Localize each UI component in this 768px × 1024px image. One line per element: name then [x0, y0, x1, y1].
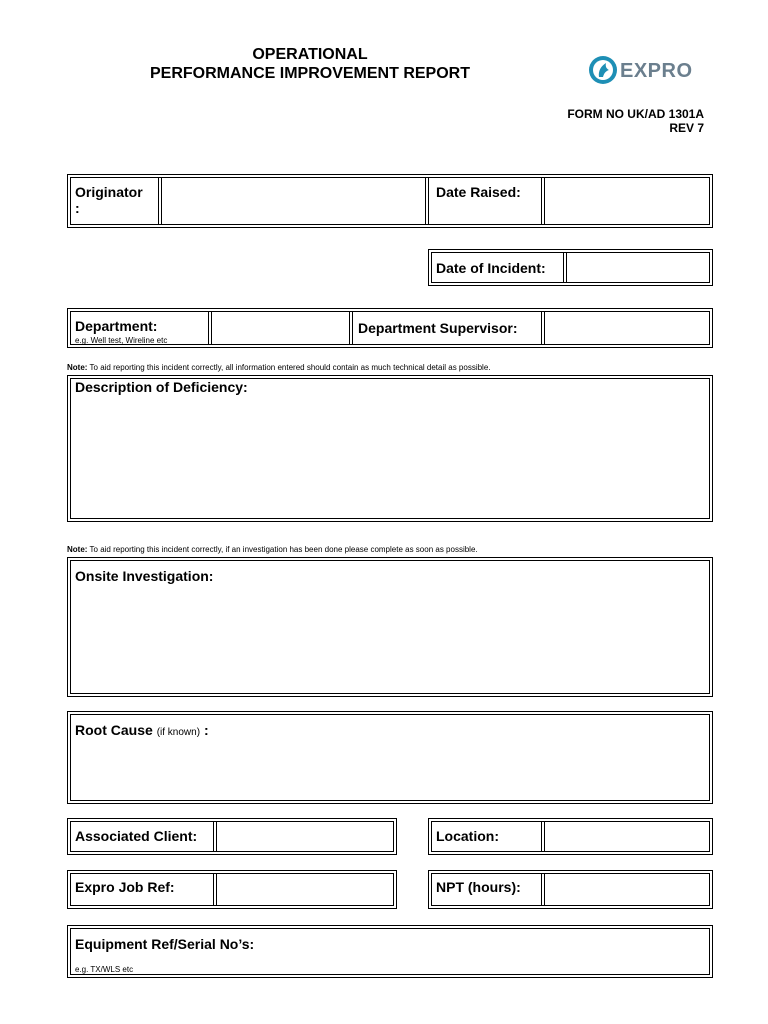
page-title — [110, 45, 510, 83]
title-line-2: PERFORMANCE IMPROVEMENT REPORT — [149, 65, 470, 82]
root-cause-label — [75, 722, 209, 741]
department-supervisor-field[interactable] — [546, 313, 706, 343]
note-2-text: To aid reporting this incident correctly, if an investigation has been done please complete as soon as possible. — [87, 545, 478, 554]
root-cause-field[interactable] — [72, 742, 708, 799]
associated-client-field[interactable] — [218, 823, 392, 851]
date-raised-label: Date Raised: — [436, 184, 521, 200]
form-no: FORM NO UK/AD 1301A — [567, 107, 704, 121]
originator-row — [67, 174, 713, 228]
originator-label: Originator — [75, 184, 143, 200]
root-cause-box — [67, 711, 713, 804]
originator-field[interactable] — [163, 179, 425, 223]
job-ref-field[interactable] — [218, 875, 392, 905]
expro-logo-text: EXPRO — [620, 60, 693, 82]
note-1-label: Note: — [67, 363, 88, 372]
expro-logo — [588, 55, 708, 87]
department-supervisor-label: Department Supervisor: — [358, 320, 518, 336]
department-label: Department: — [75, 318, 158, 334]
onsite-investigation-box — [67, 557, 713, 697]
date-of-incident-label: Date of Incident: — [436, 260, 546, 276]
description-box — [67, 375, 713, 522]
location-row — [428, 818, 713, 855]
date-of-incident-field[interactable] — [568, 254, 708, 282]
description-field[interactable] — [72, 398, 708, 517]
date-raised-field[interactable] — [546, 179, 706, 223]
department-row — [67, 308, 713, 348]
department-field[interactable] — [213, 313, 349, 343]
location-label: Location: — [436, 828, 499, 844]
form-number — [500, 107, 704, 135]
npt-row — [428, 870, 713, 909]
note-1-text: To aid reporting this incident correctly, all information entered should contain as much technical detail as possible. — [87, 363, 491, 372]
expro-logo-icon — [588, 55, 618, 85]
note-2 — [67, 545, 713, 555]
job-ref-label: Expro Job Ref: — [75, 879, 175, 895]
root-cause-title: Root Cause — [75, 722, 153, 738]
root-cause-hint: (if known) — [156, 727, 201, 738]
equipment-label: Equipment Ref/Serial No’s: — [75, 936, 255, 952]
equipment-box — [67, 925, 713, 978]
description-label: Description of Deficiency: — [75, 379, 248, 395]
originator-colon: : — [75, 200, 80, 216]
title-line-1: OPERATIONAL — [252, 46, 368, 63]
note-1 — [67, 363, 713, 373]
onsite-investigation-field[interactable] — [72, 588, 708, 692]
location-field[interactable] — [546, 823, 708, 851]
form-rev: REV 7 — [669, 121, 704, 135]
job-ref-row — [67, 870, 397, 909]
onsite-investigation-label: Onsite Investigation: — [75, 568, 214, 584]
associated-client-row — [67, 818, 397, 855]
root-cause-colon: : — [203, 722, 209, 738]
department-hint: e.g. Well test, Wireline etc — [75, 336, 168, 345]
npt-label: NPT (hours): — [436, 879, 521, 895]
note-2-label: Note: — [67, 545, 88, 554]
equipment-field[interactable] — [72, 954, 708, 964]
date-of-incident-row — [428, 249, 713, 286]
equipment-hint: e.g. TX/WLS etc — [75, 965, 134, 974]
associated-client-label: Associated Client: — [75, 828, 198, 844]
npt-field[interactable] — [546, 875, 708, 905]
